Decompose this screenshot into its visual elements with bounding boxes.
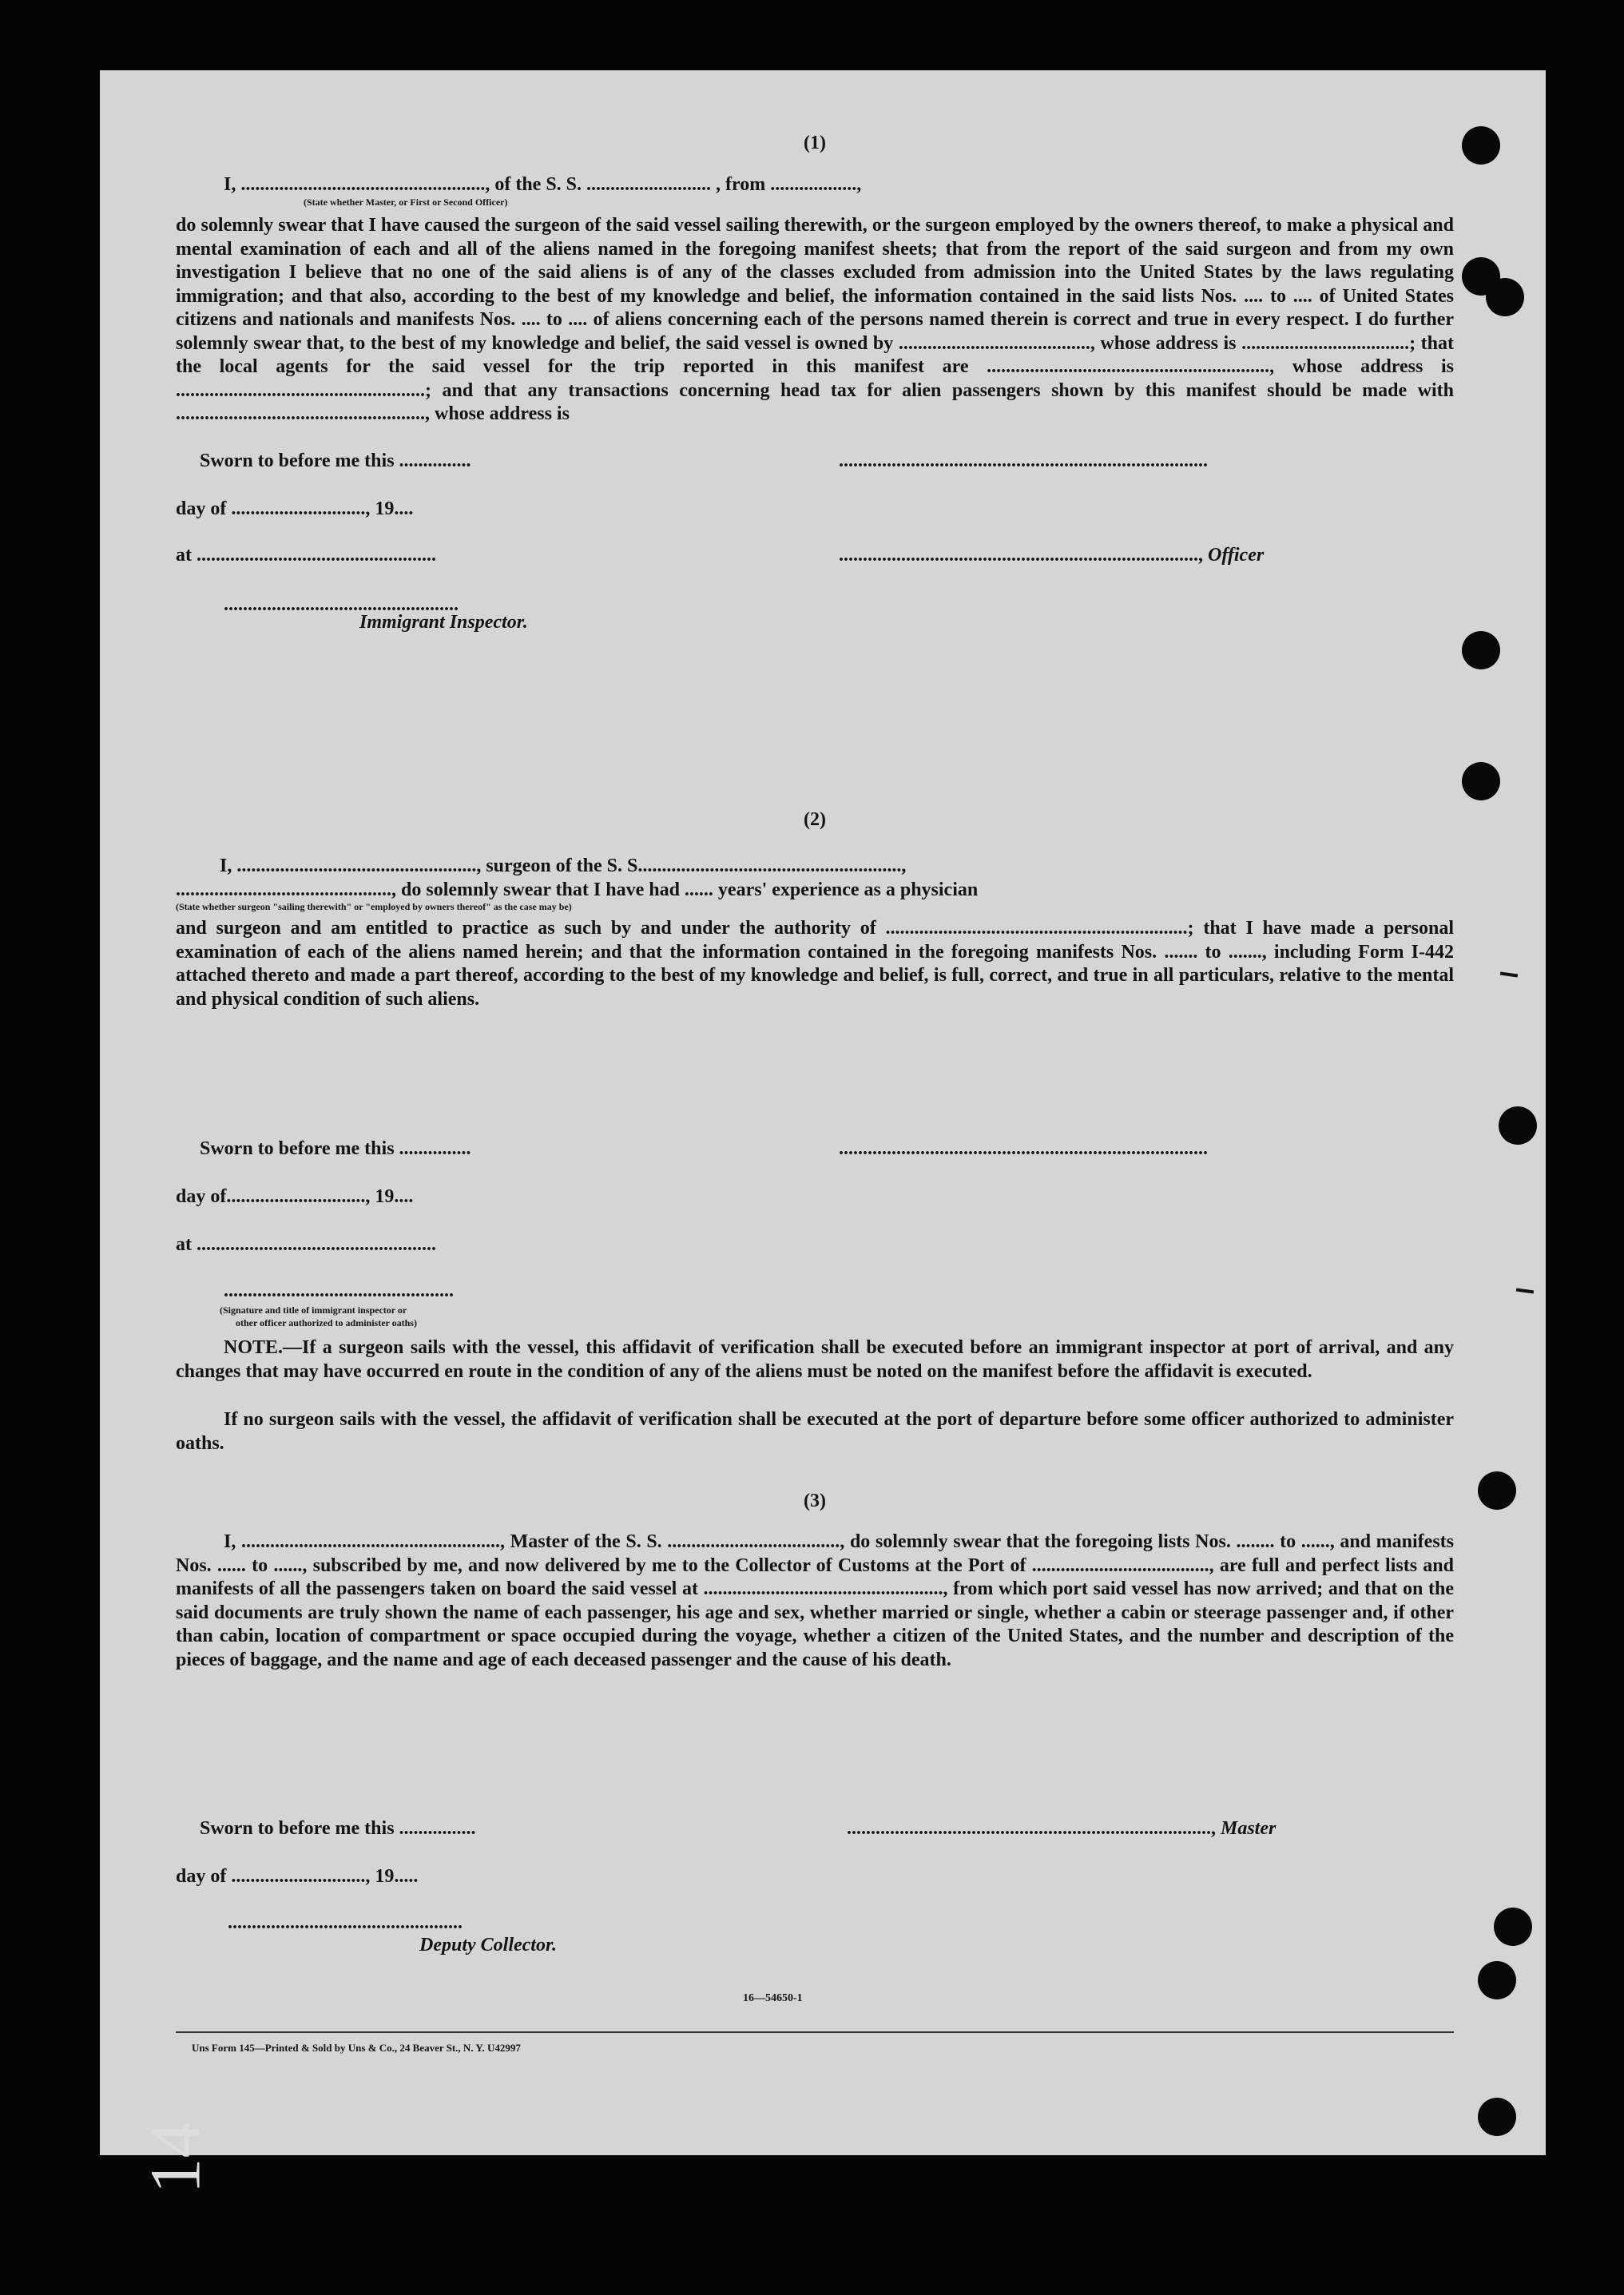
master-dots: ............................................................................, [847, 1818, 1221, 1839]
delivery-oath-paragraph: I, ......................................................, Master of the S. S. ...................................., do solemnly swear that the foregoing lists Nos. ........ to ......, and manifests Nos. ...... to ......, subscribed by me, and now delivered by me to the Collector of Customs at the Port of ....................................., are full and perfect lists and manifests of all the passengers taken on board the said vessel at .................................................., from which port said vessel has now arrived; and that on the said documents are truly shown the name of each passenger, his age and sex, whether married or single, whether a cabin or steerage passenger and, if other than cabin, location of compartment or space occupied during the voyage, whether a citizen of the United States, and the number and description of the pieces of baggage, and the name and age of each deceased passenger and the cause of his death. [176, 1531, 1454, 1670]
punch-hole [1494, 1908, 1532, 1946]
surgeon-oath-paragraph: and surgeon and am entitled to practice as such by and under the authority of ...............................................................; that I have made a personal examination of each of the aliens named herein; and that the information contained in the foregoing manifests Nos. ....... to ......., including Form I-442 attached thereto and made a part thereof, according to the best of my knowledge and belief, is full, correct, and true in all particulars, relative to the mental and physical condition of such aliens. [176, 918, 1454, 1010]
official-signature-dots: ................................................ [224, 1281, 454, 1301]
sworn-line: Sworn to before me this ............... [200, 1138, 471, 1159]
printer-imprint: Uns Form 145—Printed & Sold by Uns & Co., 24 Beaver St., N. Y. U42997 [192, 2042, 521, 2054]
collector-signature-dots: ................................................. [228, 1912, 463, 1933]
punch-hole [1499, 1106, 1537, 1145]
handwritten-page-mark: 14 [136, 2122, 216, 2194]
footer-rule [176, 2031, 1454, 2033]
punch-hole [1486, 278, 1524, 316]
punch-hole [1478, 1961, 1516, 1999]
surgeon-experience-line: ............................................., do solemnly swear that I have had ...... years' experience as a physician [176, 879, 979, 900]
officer-label: Officer [1208, 545, 1265, 566]
surgeon-declaration-line: I, .................................................., surgeon of the S. S......................................................., [220, 856, 907, 876]
punch-hole [1462, 631, 1500, 669]
punch-hole [1478, 1471, 1516, 1510]
master-line [847, 1818, 1454, 1840]
officer-dots: ..........................................................................., [839, 545, 1208, 566]
day-of-line: day of ............................, 19..... [176, 1866, 419, 1887]
affidavit-delivery-section [176, 1491, 1454, 2004]
inspector-signature-dots: ................................................. [224, 594, 459, 615]
day-of-line: day of ............................, 19.... [176, 498, 414, 519]
officer-signature-dots: ............................................................................. [839, 451, 1208, 471]
master-declaration-note: (State whether Master, or First or Second Officer) [304, 197, 508, 208]
immigrant-inspector-label: Immigrant Inspector. [359, 612, 528, 633]
deputy-collector-label: Deputy Collector. [419, 1935, 557, 1956]
surgeon-declaration-note: (State whether surgeon "sailing therewith" or "employed by owners thereof" as the case may be) [176, 901, 572, 912]
section-number: (2) [804, 809, 826, 830]
master-oath-paragraph: do solemnly swear that I have caused the surgeon of the said vessel sailing therewith, or the surgeon employed by the owners thereof, to make a physical and mental examination of each and all of the aliens named in the foregoing manifest sheets; that from the report of the said surgeon and from my own investigation I believe that no one of the said aliens is of any of the classes excluded from admission into the United States by the laws regulating immigration; and that also, according to the best of my knowledge and belief, the information contained in the said lists Nos. .... to .... of United States citizens and nationals and manifests Nos. .... to .... of aliens concerning each of the persons named therein is correct and true in every respect. I do further solemnly swear that, to the best of my knowledge and belief, the said vessel is owned by ........................................, whose address is ...................................; that the local agents for the said vessel for the trip reported in this manifest are ..........................................................., whose address is ....................................................; and that any transactions concerning head tax for alien passengers shown by this manifest should be made with ...................................................., whose address is [176, 215, 1454, 424]
master-declaration-line: I, ..................................................., of the S. S. .......................... , from .................., [224, 174, 862, 195]
form-page [100, 70, 1546, 2155]
punch-hole [1478, 2098, 1516, 2136]
section-number: (1) [804, 133, 826, 153]
at-line: at .................................................. [176, 1234, 436, 1255]
sworn-line: Sworn to before me this ................ [200, 1818, 476, 1839]
form-code: 16—54650-1 [743, 1992, 803, 2004]
day-of-line: day of............................., 19.... [176, 1186, 414, 1207]
master-label: Master [1221, 1818, 1277, 1839]
signature-note-line2: other officer authorized to administer oaths) [236, 1317, 417, 1328]
sworn-line: Sworn to before me this ............... [200, 451, 471, 471]
at-line: at .................................................. [176, 545, 436, 566]
signature-note-line1: (Signature and title of immigrant inspector or [220, 1304, 407, 1316]
affidavit-master-section [176, 133, 1454, 633]
punch-hole [1462, 762, 1500, 800]
section-number: (3) [804, 1491, 826, 1511]
surgeon-signature-dots: ............................................................................. [839, 1138, 1208, 1159]
affidavit-surgeon-section [176, 809, 1454, 1454]
no-surgeon-note-paragraph: If no surgeon sails with the vessel, the affidavit of verification shall be executed at the port of departure before some officer authorized to administer oaths. [176, 1409, 1454, 1454]
surgeon-note-paragraph: NOTE.—If a surgeon sails with the vessel, this affidavit of verification shall be executed before an immigrant inspector at port of arrival, and any changes that may have occurred en route in the condition of any of the aliens must be noted on the manifest before the affidavit is executed. [176, 1337, 1454, 1382]
punch-hole [1462, 126, 1500, 165]
